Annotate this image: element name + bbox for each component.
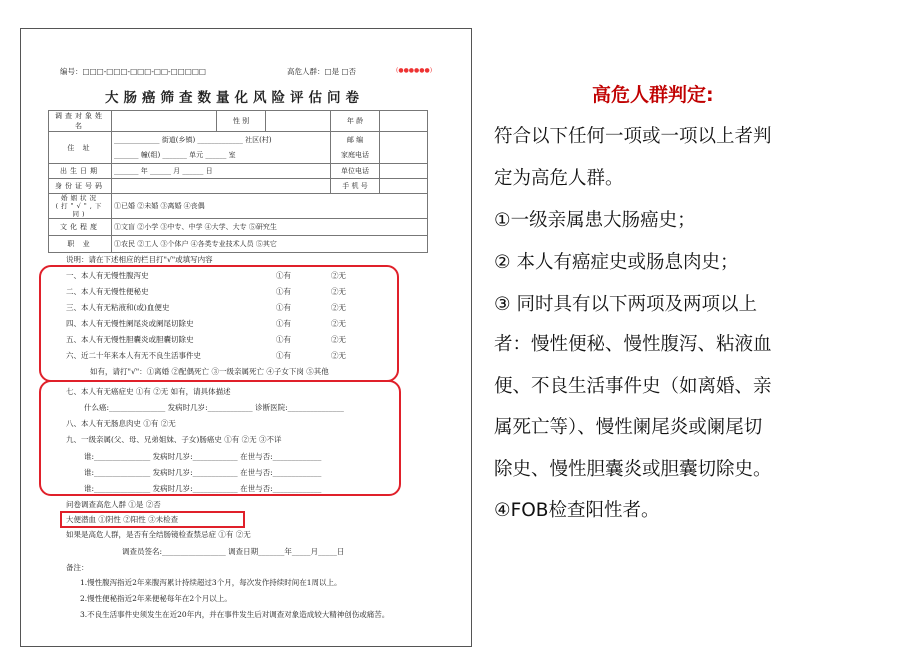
- q8-text: 八、本人有无肠息肉史 ①有 ②无: [66, 419, 176, 428]
- q3-text: 三、本人有无粘液和(或)血便史: [66, 303, 170, 312]
- age-label: 年 龄: [331, 111, 380, 132]
- q9-text: 九、一级亲属(父、母、兄弟姐妹、子女)肠癌史 ①有 ②无 ③不详: [66, 435, 282, 444]
- fob-result: 大便潜血 ①阴性 ②阳性 ③未检查: [66, 515, 179, 524]
- colonoscopy-question: 如果是高危人群，是否有全结肠镜检查禁忌症 ①有 ②无: [66, 530, 251, 539]
- note-2: 2.慢性便秘指近2年来便秘每年在2个月以上。: [80, 594, 232, 603]
- q4-text: 四、本人有无慢性阑尾炎或阑尾切除史: [66, 319, 194, 328]
- criteria-line-8: 属死亡等）、慢性阑尾炎或阑尾切: [494, 417, 763, 438]
- criteria-title: 高危人群判定:: [592, 84, 714, 106]
- personal-info-table: [48, 110, 428, 253]
- q2-no: ②无: [331, 287, 346, 296]
- home-phone-label: 家庭电话: [341, 150, 369, 159]
- q5-no: ②无: [331, 335, 346, 344]
- note-1: 1.慢性腹泻指近2年来腹泻累计持续超过3个月，每次发作持续时间在1周以上。: [80, 578, 342, 587]
- q1-text: 一、本人有无慢性腹泻史: [66, 271, 149, 280]
- q6-text: 六、近二十年来本人有无不良生活事件史: [66, 351, 201, 360]
- investigator-signature: 调查员签名:_________________ 调查日期_______年_____月_____日: [122, 547, 345, 556]
- q1-yes: ①有: [276, 271, 291, 280]
- note-3: 3.不良生活事件史须发生在近20年内，并在事件发生后对调查对象造成较大精神创伤或痛苦。: [80, 610, 390, 619]
- id-number-label: 身份证号码: [49, 179, 112, 194]
- q6-yes: ①有: [276, 351, 291, 360]
- education-options: ①文盲 ②小学 ③中专、中学 ④大学、大专 ⑤研究生: [112, 219, 428, 236]
- birth-date-blank: _______ 年 ______ 月 ______ 日: [112, 164, 331, 179]
- sex-label: 性 别: [217, 111, 266, 132]
- q4-no: ②无: [331, 319, 346, 328]
- q2-text: 二、本人有无慢性便秘史: [66, 287, 149, 296]
- criteria-line-4: ② 本人有癌症史或肠息肉史；: [494, 252, 739, 273]
- q4-yes: ①有: [276, 319, 291, 328]
- serial-number: 编号：□□□-□□□-□□□-□□-□□□□□: [60, 67, 207, 76]
- q3-no: ②无: [331, 303, 346, 312]
- education-label: 文化程度: [49, 219, 112, 236]
- q9-row-1: 谁:_______________ 发病时几岁:____________ 在世与否:_____________: [84, 452, 322, 461]
- criteria-line-6: 者：慢性便秘、慢性腹泻、粘液血: [494, 334, 772, 355]
- occupation-options: ①农民 ②工人 ③个体户 ④各类专业技术人员 ⑤其它: [112, 236, 428, 253]
- marriage-label: 婚姻状况: [61, 194, 99, 202]
- work-phone-label: 单位电话: [331, 164, 380, 179]
- stamp-mark: (●●●●●●): [396, 67, 433, 74]
- q6-no: ②无: [331, 351, 346, 360]
- criteria-line-3: ①一级亲属患大肠癌史；: [494, 210, 696, 231]
- criteria-line-9: 除史、慢性胆囊炎或胆囊切除史。: [494, 459, 772, 480]
- criteria-line-1: 符合以下任何一项或一项以上者判: [494, 126, 772, 147]
- criteria-line-7: 便、不良生活事件史（如离婚、亲: [494, 376, 772, 397]
- address-unit-line: _______ 幢(组) _______ 单元 ______ 室: [114, 150, 236, 159]
- postcode-label: 邮 编: [346, 135, 364, 144]
- name-label: 调查对象姓名: [49, 111, 112, 132]
- instruction-text: 说明：请在下述相应的栏目打"√"或填写内容: [66, 255, 213, 264]
- notes-title: 备注：: [66, 563, 89, 572]
- q3-yes: ①有: [276, 303, 291, 312]
- address-label: 住 址: [49, 132, 112, 164]
- high-risk-checkbox-label: 高危人群：□是 □否: [287, 67, 357, 76]
- q5-text: 五、本人有无慢性胆囊炎或胆囊切除史: [66, 335, 194, 344]
- criteria-line-2: 定为高危人群。: [494, 168, 624, 189]
- marriage-options: ①已婚 ②未婚 ③离婚 ④丧偶: [112, 194, 428, 219]
- address-street-line: _____________ 街道(乡镇) _____________ 社区(村): [114, 135, 272, 144]
- q2-yes: ①有: [276, 287, 291, 296]
- mobile-label: 手 机 号: [331, 179, 380, 194]
- q7-detail: 什么癌:_______________ 发病时几岁:____________ 诊断医院:_______________: [84, 403, 344, 412]
- q7-text: 七、本人有无癌症史 ①有 ②无 如有，请具体描述: [66, 387, 231, 396]
- criteria-line-10: ④FOB检查阳性者。: [494, 500, 660, 521]
- high-risk-question: 问卷调查高危人群 ①是 ②否: [66, 500, 161, 509]
- q9-row-2: 谁:_______________ 发病时几岁:____________ 在世与否:_____________: [84, 468, 322, 477]
- q5-yes: ①有: [276, 335, 291, 344]
- form-title: 大肠癌筛查数量化风险评估问卷: [105, 90, 364, 106]
- criteria-line-5: ③ 同时具有以下两项及两项以上: [494, 294, 757, 315]
- q9-row-3: 谁:_______________ 发病时几岁:____________ 在世与否:_____________: [84, 484, 322, 493]
- occupation-label: 职 业: [49, 236, 112, 253]
- birth-label: 出生日期: [49, 164, 112, 179]
- q6-options: 如有，请打"√"：①离婚 ②配偶死亡 ③一级亲属死亡 ④子女下岗 ⑤其他: [90, 367, 329, 376]
- q1-no: ②无: [331, 271, 346, 280]
- marriage-note: (打"√",下同): [55, 202, 105, 218]
